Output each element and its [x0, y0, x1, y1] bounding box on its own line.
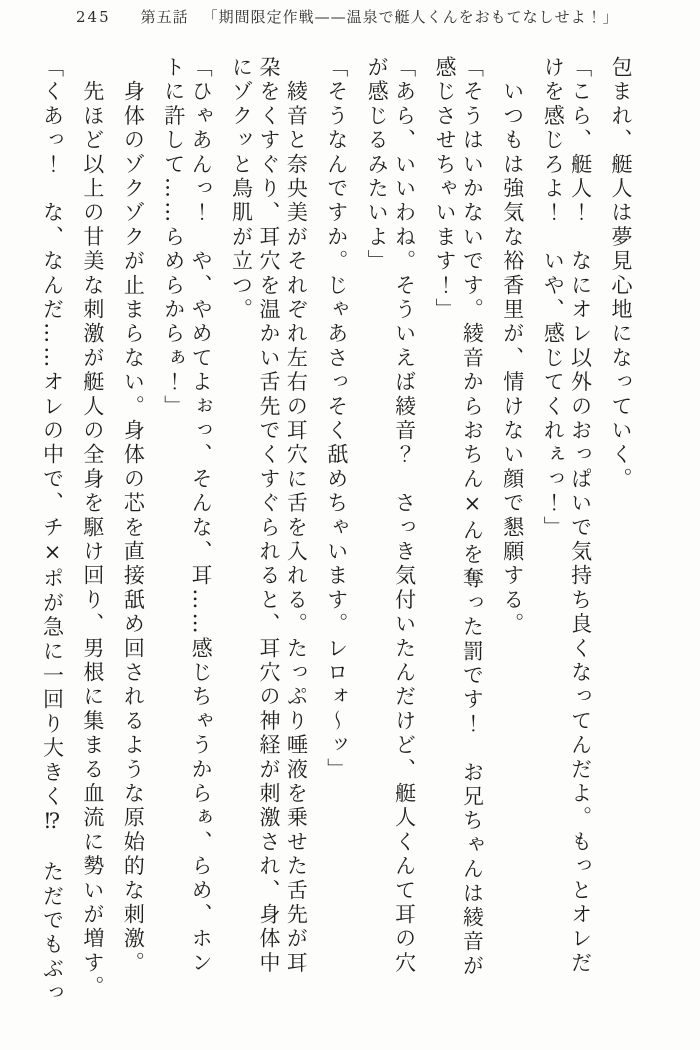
chapter-label: 第五話: [140, 8, 189, 26]
text-column: 感じさせちゃいます！」: [432, 56, 457, 323]
text-column: 「こら、艇人！ なにオレ以外のおっぱいで気持ち良くなってんだよ。もっとオレだ: [568, 56, 593, 976]
chapter-title: 「期間限定作戦——温泉で艇人くんをおもてなしせよ！」: [202, 8, 619, 26]
page-text: [38, 56, 634, 1014]
text-column: けを感じろよ！ いや、感じてくれぇっ！」: [541, 56, 566, 540]
running-head: [76, 6, 619, 27]
paragraph: [38, 56, 65, 1014]
paragraph: [79, 56, 106, 1014]
paragraph: [498, 56, 525, 1014]
text-column: が感じるみたいよ」: [365, 56, 390, 274]
paragraph: [119, 56, 146, 1014]
text-column: 「そうはいかないです。綾音からおちん×んを奪った罰です！ お兄ちゃんは綾音が: [460, 56, 485, 979]
paragraph: [539, 56, 594, 1014]
text-column: 先ほど以上の甘美な刺激が艇人の全身を駆け回り、男根に集まる血流に勢いが増す。: [80, 56, 105, 1000]
text-column: 「そうなんですか。じゃあさっそく舐めちゃいます。レロォ〜ッ」: [324, 56, 349, 782]
text-column: にゾクッと鳥肌が立つ。: [229, 56, 254, 323]
text-column: 「くあっ！ な、なんだ……オレの中で、チ×ポが急に一回り大きく⁉ ただでもぶっ: [40, 56, 65, 1006]
text-column: 包まれ、艇人は夢見心地になっていく。: [609, 56, 633, 492]
text-column: 身体のゾクゾクが止まらない。身体の芯を直接舐め回されるような原始的な刺激。: [121, 56, 146, 976]
paragraph: [607, 56, 634, 1014]
text-column: 綾音と奈央美がそれぞれ左右の耳穴に舌を入れる。たっぷり唾液を乗せた舌先が耳: [284, 56, 309, 976]
page-number: 245: [76, 8, 111, 26]
paragraph: [227, 56, 309, 1014]
paragraph: [159, 56, 214, 1014]
text-column: いつもは強気な裕香里が、情けない顔で懇願する。: [500, 56, 525, 637]
paragraph: [431, 56, 486, 1014]
text-column: トに許して……らめらからぁ！」: [161, 56, 186, 419]
text-column: 「ひゃあんっ！ や、やめてよぉっ、そんな、耳……感じちゃうからぁ、らめ、ホン: [189, 56, 214, 976]
text-column: 朶をくすぐり、耳穴を温かい舌先でくすぐられると、耳穴の神経が刺激され、身体中: [256, 56, 281, 976]
paragraph: [363, 56, 418, 1014]
text-column: 「あら、いいわね。そういえば綾音？ さっき気付いたんだけど、艇人くんて耳の穴: [392, 56, 417, 976]
paragraph: [322, 56, 349, 1014]
